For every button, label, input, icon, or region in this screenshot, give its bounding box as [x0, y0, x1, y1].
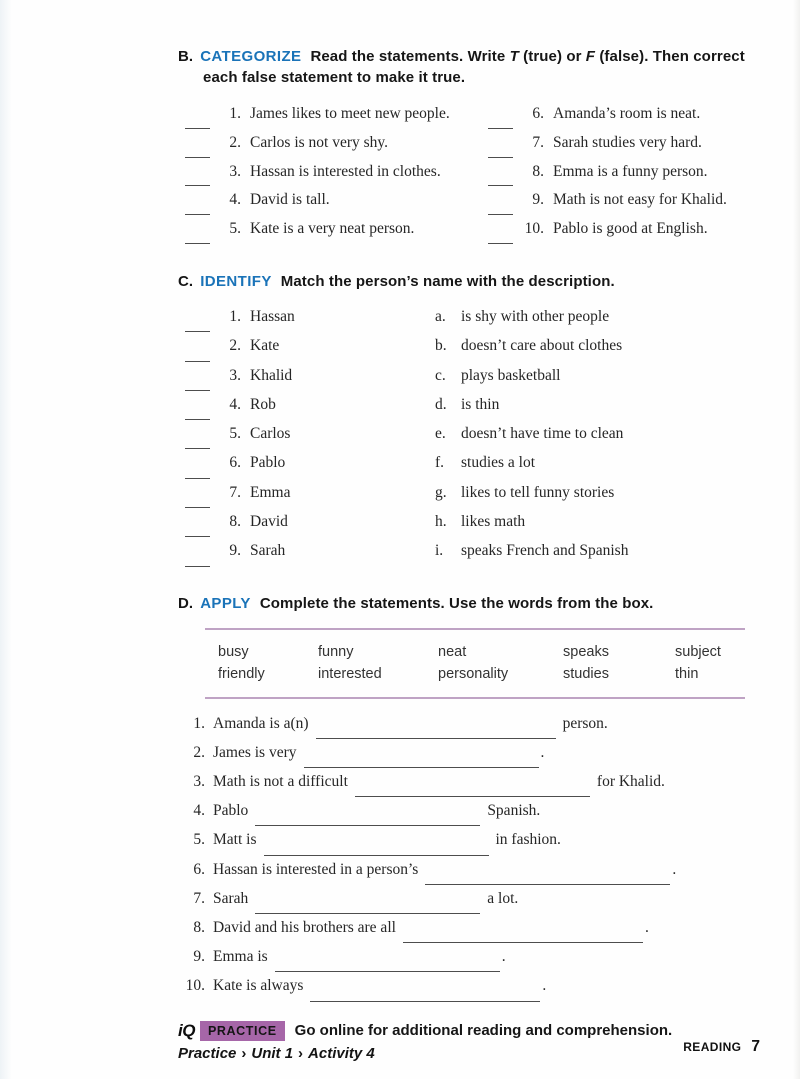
item-text: Kate is a very neat person. [250, 220, 415, 238]
tf-item [488, 220, 764, 249]
item-number: 1. [229, 105, 241, 122]
word-box-word: friendly [218, 665, 265, 682]
item-number: 3. [229, 366, 241, 384]
statement-before: Emma is [213, 948, 268, 966]
fill-in-item [178, 744, 764, 773]
item-number: 5. [229, 425, 241, 443]
match-desc-item [435, 542, 764, 571]
statement-after: . [644, 918, 649, 936]
description-text: likes to tell funny stories [461, 483, 615, 501]
statement-before: Math is not a difficult [213, 773, 348, 791]
statement-after: in fashion. [495, 831, 561, 849]
match-desc-item [435, 484, 764, 513]
answer-blank [255, 825, 480, 826]
practice-text: Go online for additional reading and comprehension. [294, 1022, 673, 1040]
statement-before: Hassan is interested in a person’s [213, 860, 419, 878]
item-number: 7. [229, 483, 241, 501]
item-number: 4. [193, 802, 205, 820]
tf-column-left [185, 105, 488, 249]
tf-column-right [488, 105, 764, 249]
answer-blank [185, 185, 210, 186]
item-number: 5. [229, 220, 241, 238]
item-text: Pablo is good at English. [553, 220, 708, 238]
match-name-item [185, 308, 435, 337]
match-desc-item [435, 454, 764, 483]
item-number: 8. [193, 918, 205, 936]
person-name: David [250, 513, 288, 531]
section-instruction: Complete the statements. Use the words from the box. [259, 594, 654, 612]
statement-after: . [540, 743, 545, 761]
match-name-item [185, 337, 435, 366]
answer-blank [316, 738, 556, 739]
section-d [178, 593, 764, 1007]
word-box-word: studies [563, 665, 609, 682]
statement-before: David and his brothers are all [213, 918, 396, 936]
person-name: Kate [250, 337, 280, 355]
option-letter: a. [435, 307, 446, 325]
item-text: Hassan is interested in clothes. [250, 162, 441, 180]
page-footer [683, 1038, 760, 1056]
answer-blank [488, 157, 513, 158]
option-letter: b. [435, 337, 447, 355]
tf-item [185, 220, 488, 249]
item-number: 3. [193, 773, 205, 791]
answer-blank [185, 507, 210, 508]
fill-in-list [178, 715, 764, 1007]
tf-item [185, 134, 488, 163]
footer-page-number: 7 [751, 1038, 760, 1055]
person-name: Sarah [250, 542, 286, 560]
option-letter: d. [435, 395, 447, 413]
practice-breadcrumb [178, 1045, 764, 1062]
match-name-item [185, 542, 435, 571]
answer-blank [310, 1001, 540, 1002]
answer-blank [185, 331, 210, 332]
statement-before: Sarah [213, 889, 249, 907]
true-false-list [185, 105, 764, 249]
chevron-right-icon: › [241, 1044, 247, 1062]
person-name: Rob [250, 395, 276, 413]
word-box-word: thin [675, 665, 699, 682]
item-number: 8. [229, 513, 241, 531]
match-name-item [185, 396, 435, 425]
match-name-item [185, 513, 435, 542]
section-letter: C. [178, 272, 194, 290]
item-text: Emma is a funny person. [553, 162, 708, 180]
word-box-word: subject [675, 643, 721, 660]
section-c [178, 271, 764, 572]
answer-blank [488, 243, 513, 244]
fill-in-item [178, 861, 764, 890]
statement-after: . [501, 948, 506, 966]
section-keyword: IDENTIFY [200, 272, 272, 290]
match-desc-item [435, 308, 764, 337]
breadcrumb-item: Practice [178, 1044, 237, 1062]
section-c-header [178, 271, 764, 292]
tf-item [488, 163, 764, 192]
statement-after: Spanish. [487, 802, 541, 820]
option-letter: i. [435, 542, 444, 560]
word-box-word: personality [438, 665, 509, 682]
item-text: Sarah studies very hard. [553, 133, 702, 151]
description-text: doesn’t care about clothes [461, 337, 623, 355]
match-names-column [185, 308, 435, 572]
fill-in-item [178, 773, 764, 802]
section-keyword: CATEGORIZE [200, 48, 302, 65]
tf-item [185, 105, 488, 134]
fill-in-item [178, 715, 764, 744]
tf-item [185, 191, 488, 220]
word-box-row [218, 663, 745, 685]
answer-blank [185, 566, 210, 567]
item-number: 1. [193, 714, 205, 732]
match-desc-item [435, 425, 764, 454]
answer-blank [355, 796, 590, 797]
answer-blank [185, 214, 210, 215]
match-desc-item [435, 396, 764, 425]
description-text: studies a lot [461, 454, 536, 472]
fill-in-item [178, 890, 764, 919]
footer-section-label: READING [683, 1040, 742, 1054]
match-name-item [185, 425, 435, 454]
match-desc-item [435, 367, 764, 396]
item-number: 3. [229, 162, 241, 180]
answer-blank [185, 128, 210, 129]
section-instruction: Match the person’s name with the description. [280, 272, 615, 290]
item-number: 10. [524, 220, 544, 238]
section-letter: D. [178, 594, 194, 612]
section-letter: B. [178, 48, 194, 65]
page-content [178, 46, 764, 1062]
word-box-word: interested [318, 665, 382, 682]
item-number: 5. [193, 831, 205, 849]
chevron-right-icon: › [298, 1044, 304, 1062]
item-number: 9. [193, 948, 205, 966]
answer-blank [185, 390, 210, 391]
iq-logo: iQ [178, 1020, 195, 1040]
word-box-word: busy [218, 643, 249, 660]
option-letter: f. [435, 454, 445, 472]
statement-before: Pablo [213, 802, 249, 820]
word-box-word: speaks [563, 643, 609, 660]
statement-after: . [672, 860, 677, 878]
match-desc-item [435, 337, 764, 366]
item-text: David is tall. [250, 191, 330, 209]
fill-in-item [178, 831, 764, 860]
tf-item [488, 134, 764, 163]
answer-blank [185, 243, 210, 244]
answer-blank [185, 419, 210, 420]
person-name: Khalid [250, 366, 293, 384]
description-text: speaks French and Spanish [461, 542, 629, 560]
item-text: Math is not easy for Khalid. [553, 191, 727, 209]
option-letter: c. [435, 366, 446, 384]
item-number: 10. [185, 977, 205, 995]
item-text: Carlos is not very shy. [250, 133, 389, 151]
iq-practice-line [178, 1021, 764, 1041]
practice-badge: PRACTICE [200, 1021, 285, 1041]
answer-blank [488, 128, 513, 129]
description-text: doesn’t have time to clean [461, 425, 624, 443]
section-instruction: Read the statements. Write T (true) or F (false). Then correct each false statement to make it true. [203, 48, 745, 86]
statement-after: . [542, 977, 547, 995]
matching-list [185, 308, 764, 572]
item-number: 4. [229, 191, 241, 209]
answer-blank [264, 855, 489, 856]
item-number: 7. [532, 133, 544, 151]
fill-in-item [178, 802, 764, 831]
person-name: Emma [250, 483, 291, 501]
statement-before: Kate is always [213, 977, 304, 995]
description-text: likes math [461, 513, 526, 531]
item-number: 2. [193, 743, 205, 761]
section-b-header [178, 46, 764, 88]
person-name: Hassan [250, 307, 295, 325]
section-b [178, 46, 764, 249]
statement-after: for Khalid. [596, 773, 665, 791]
answer-blank [185, 361, 210, 362]
item-number: 1. [229, 307, 241, 325]
item-number: 2. [229, 133, 241, 151]
item-text: James likes to meet new people. [250, 105, 450, 122]
answer-blank [403, 942, 643, 943]
statement-after: a lot. [487, 889, 519, 907]
statement-before: Amanda is a(n) [213, 714, 309, 732]
item-number: 4. [229, 395, 241, 413]
match-desc-item [435, 513, 764, 542]
statement-after: person. [562, 714, 608, 732]
answer-blank [185, 536, 210, 537]
item-number: 6. [229, 454, 241, 472]
item-number: 7. [193, 889, 205, 907]
answer-blank [185, 478, 210, 479]
description-text: is thin [461, 395, 500, 413]
item-number: 9. [229, 542, 241, 560]
word-box-word: funny [318, 643, 354, 660]
tf-item [488, 191, 764, 220]
section-d-header [178, 593, 764, 614]
match-name-item [185, 454, 435, 483]
option-letter: e. [435, 425, 446, 443]
fill-in-item [178, 948, 764, 977]
answer-blank [304, 767, 539, 768]
section-keyword: APPLY [200, 594, 251, 612]
statement-before: James is very [213, 743, 297, 761]
item-number: 9. [532, 191, 544, 209]
item-number: 2. [229, 337, 241, 355]
answer-blank [425, 884, 670, 885]
description-text: plays basketball [461, 366, 561, 384]
match-descriptions-column [435, 308, 764, 572]
breadcrumb-item: Unit 1 [251, 1044, 294, 1062]
option-letter: g. [435, 483, 447, 501]
answer-blank [275, 971, 500, 972]
tf-item [488, 105, 764, 134]
fill-in-item [178, 977, 764, 1006]
option-letter: h. [435, 513, 447, 531]
breadcrumb-item: Activity 4 [308, 1044, 375, 1062]
answer-blank [185, 448, 210, 449]
answer-blank [255, 913, 480, 914]
item-number: 8. [532, 162, 544, 180]
answer-blank [488, 214, 513, 215]
item-number: 6. [532, 105, 544, 122]
match-name-item [185, 367, 435, 396]
answer-blank [488, 185, 513, 186]
person-name: Carlos [250, 425, 291, 443]
tf-item [185, 163, 488, 192]
word-box [205, 628, 745, 699]
description-text: is shy with other people [461, 307, 610, 325]
match-name-item [185, 484, 435, 513]
statement-before: Matt is [213, 831, 257, 849]
fill-in-item [178, 919, 764, 948]
answer-blank [185, 157, 210, 158]
item-text: Amanda’s room is neat. [553, 105, 701, 122]
item-number: 6. [193, 860, 205, 878]
word-box-row [218, 641, 745, 663]
word-box-word: neat [438, 643, 467, 660]
person-name: Pablo [250, 454, 286, 472]
